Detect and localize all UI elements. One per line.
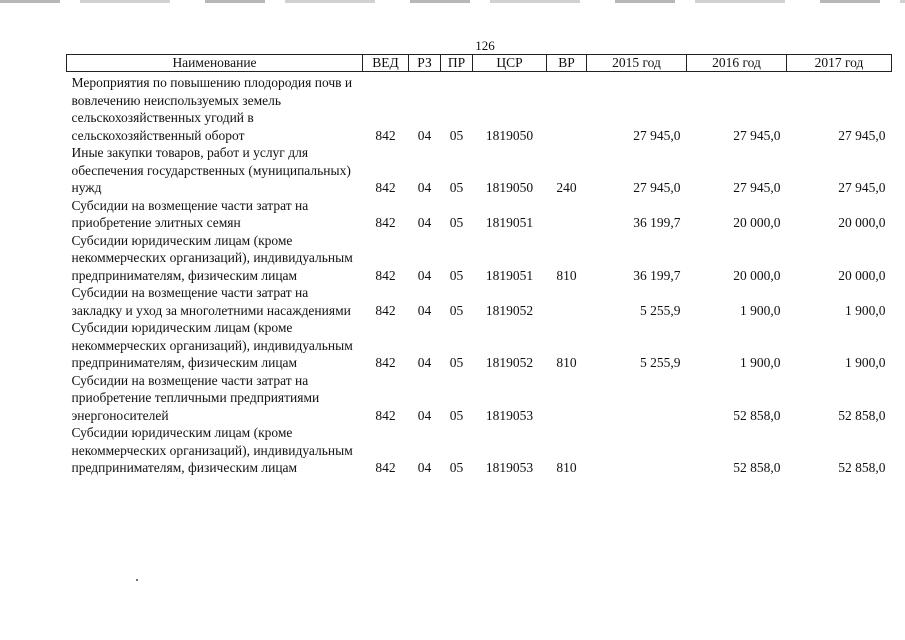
table-body [67, 72, 892, 477]
table-row [67, 372, 892, 425]
table-row [67, 72, 892, 145]
cell-2015: 5 255,9 [640, 302, 681, 318]
table-row [67, 424, 892, 477]
column-header-2016: 2016 год [687, 55, 787, 72]
cell-vr: 810 [556, 460, 577, 475]
column-header-ved: ВЕД [363, 55, 409, 72]
cell-2017: 20 000,0 [838, 215, 886, 230]
column-header-name: Наименование [67, 55, 363, 72]
page-number: 126 [475, 38, 495, 53]
cell-name: Субсидии на возмещение части затрат на приобретение элитных семян [71, 197, 309, 230]
cell-vr [547, 72, 587, 145]
cell-ved: 842 [375, 355, 396, 370]
cell-rz: 04 [417, 460, 432, 475]
cell-2017: 1 900,0 [845, 302, 886, 318]
cell-ved: 842 [375, 460, 396, 475]
cell-2017: 1 900,0 [845, 355, 886, 370]
cell-pr: 05 [449, 355, 464, 370]
table-row [67, 284, 892, 319]
cell-name: Субсидии на возмещение части затрат на закладку и уход за многолетними насаждениями [71, 285, 351, 318]
column-header-2017: 2017 год [787, 55, 892, 72]
cell-name: Иные закупки товаров, работ и услуг для обеспечения государственных (муниципальных) нужд [71, 145, 351, 195]
cell-2016: 20 000,0 [733, 215, 781, 230]
cell-name: Субсидии юридическим лицам (кроме некоммерческих организаций), индивидуальным предпринимателям, физическим лицам [71, 425, 353, 475]
column-header-csr: ЦСР [473, 55, 547, 72]
table-row [67, 319, 892, 372]
cell-csr: 1819052 [485, 302, 534, 318]
cell-pr: 05 [449, 267, 464, 283]
table-row [67, 197, 892, 232]
budget-table [66, 54, 892, 477]
cell-2017: 52 858,0 [838, 460, 886, 475]
cell-2015: 36 199,7 [633, 267, 681, 283]
table-row [67, 232, 892, 285]
cell-ved: 842 [375, 267, 396, 283]
cell-name: Субсидии юридическим лицам (кроме некоммерческих организаций), индивидуальным предпринимателям, физическим лицам [71, 232, 353, 283]
scan-speck [136, 579, 138, 581]
cell-2016: 1 900,0 [740, 302, 781, 318]
cell-ved: 842 [375, 407, 396, 423]
cell-2015: 27 945,0 [633, 180, 681, 195]
cell-2015 [587, 424, 687, 477]
cell-pr: 05 [449, 127, 464, 143]
column-header-rz: РЗ [409, 55, 441, 72]
cell-csr: 1819051 [485, 215, 534, 230]
cell-csr: 1819053 [485, 407, 534, 423]
column-header-pr: ПР [441, 55, 473, 72]
cell-rz: 04 [417, 127, 432, 143]
cell-rz: 04 [417, 407, 432, 423]
cell-csr: 1819052 [485, 355, 534, 370]
cell-vr: 810 [556, 355, 577, 370]
cell-2017: 27 945,0 [838, 127, 886, 143]
cell-rz: 04 [417, 215, 432, 230]
cell-pr: 05 [449, 302, 464, 318]
cell-vr [547, 284, 587, 319]
cell-pr: 05 [449, 215, 464, 230]
column-header-2015: 2015 год [587, 55, 687, 72]
cell-2016: 52 858,0 [733, 460, 781, 475]
cell-rz: 04 [417, 355, 432, 370]
cell-ved: 842 [375, 127, 396, 143]
cell-vr [547, 197, 587, 232]
cell-vr: 810 [556, 267, 577, 283]
cell-name: Субсидии юридическим лицам (кроме некоммерческих организаций), индивидуальным предпринимателям, физическим лицам [71, 320, 353, 370]
cell-pr: 05 [449, 407, 464, 423]
cell-2016: 52 858,0 [733, 407, 781, 423]
cell-2016: 20 000,0 [733, 267, 781, 283]
table-header-row [67, 55, 892, 72]
column-header-vr: ВР [547, 55, 587, 72]
cell-2017: 27 945,0 [838, 180, 886, 195]
cell-2016: 27 945,0 [733, 180, 781, 195]
cell-ved: 842 [375, 215, 396, 230]
cell-rz: 04 [417, 180, 432, 195]
cell-2015: 5 255,9 [640, 355, 681, 370]
cell-pr: 05 [449, 460, 464, 475]
cell-name: Мероприятия по повышению плодородия почв и вовлечению неиспользуемых земель сельскохозяйственных угодий в сельскохозяйственный оборот [71, 75, 353, 143]
cell-ved: 842 [375, 180, 396, 195]
cell-vr: 240 [556, 180, 577, 195]
cell-name: Субсидии на возмещение части затрат на приобретение тепличными предприятиями энергоносителей [71, 372, 320, 423]
cell-csr: 1819053 [485, 460, 534, 475]
scan-edge-artifact [0, 0, 905, 3]
table-row [67, 144, 892, 197]
cell-ved: 842 [375, 302, 396, 318]
cell-csr: 1819051 [485, 267, 534, 283]
cell-vr [547, 372, 587, 425]
cell-2016: 27 945,0 [733, 127, 781, 143]
cell-pr: 05 [449, 180, 464, 195]
cell-2016: 1 900,0 [740, 355, 781, 370]
cell-2015 [587, 372, 687, 425]
cell-csr: 1819050 [485, 180, 534, 195]
cell-2017: 20 000,0 [838, 267, 886, 283]
cell-2015: 27 945,0 [633, 127, 681, 143]
cell-rz: 04 [417, 267, 432, 283]
cell-2017: 52 858,0 [838, 407, 886, 423]
cell-csr: 1819050 [485, 127, 534, 143]
cell-rz: 04 [417, 302, 432, 318]
cell-2015: 36 199,7 [633, 215, 681, 230]
